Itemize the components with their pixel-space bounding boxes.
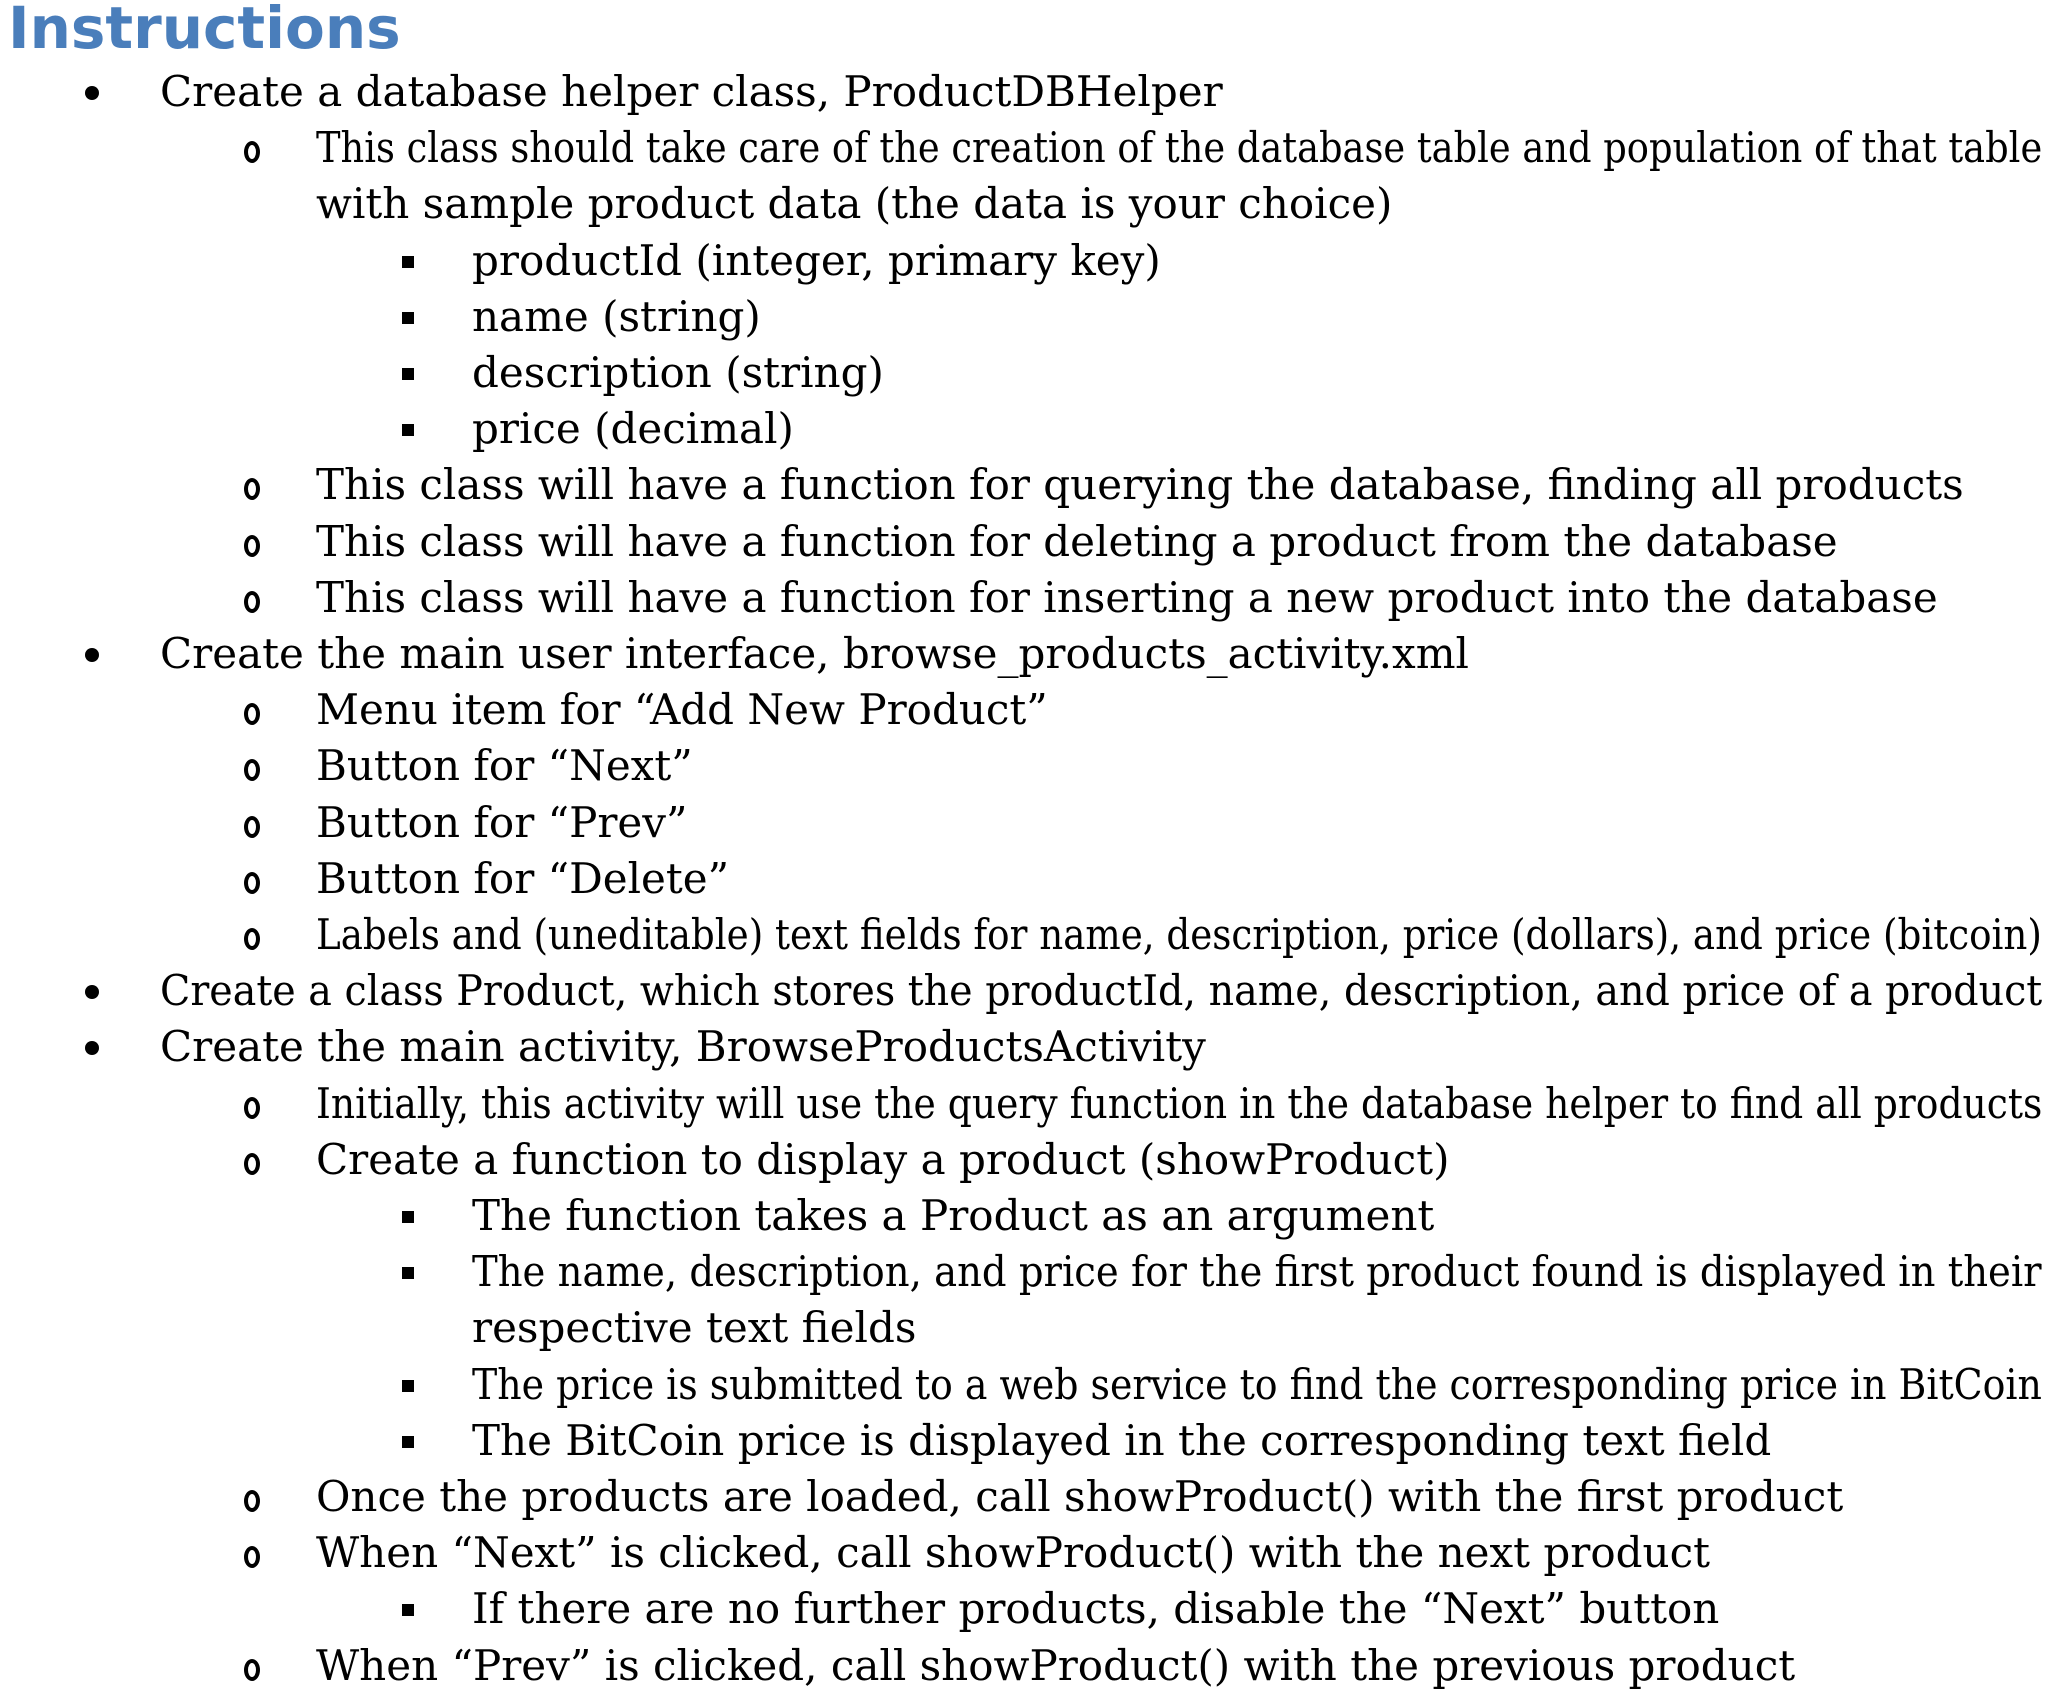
- bullet-square-icon: [388, 1413, 428, 1469]
- list-item-level-2: [0, 907, 2046, 963]
- list-item-text: Button for “Next”: [316, 741, 693, 791]
- list-item-level-2: [0, 1469, 2046, 1525]
- bullet-circle-icon: [232, 738, 272, 794]
- list-item-level-3: [0, 1244, 2046, 1300]
- list-item-level-2: [0, 1132, 2046, 1188]
- bullet-circle-icon: [232, 1525, 272, 1581]
- list-item-text: productId (integer, primary key): [472, 235, 1161, 285]
- list-item-level-3: [0, 345, 2046, 401]
- bullet-square-icon: [388, 1357, 428, 1413]
- bullet-square-icon: [388, 233, 428, 289]
- bullet-circle-icon: [232, 457, 272, 513]
- list-item-text: This class will have a function for querying the database, finding all products: [316, 460, 1964, 510]
- bullet-dot-icon: [72, 1019, 112, 1075]
- bullet-circle-icon: [232, 851, 272, 907]
- list-item-level-3: [0, 1357, 2046, 1413]
- list-item-text: with sample product data (the data is your choice): [316, 179, 1393, 229]
- bullet-square-icon: [388, 1581, 428, 1637]
- list-item-text: respective text fields: [472, 1303, 917, 1353]
- list-item-text: description (string): [472, 348, 884, 397]
- list-item-text: This class will have a function for inserting a new product into the database: [316, 572, 1938, 622]
- list-item-level-2: [0, 1076, 2046, 1132]
- bullet-circle-icon: [232, 1638, 272, 1694]
- list-item-text: price (decimal): [472, 404, 794, 454]
- bullet-circle-icon: [232, 682, 272, 738]
- list-item-level-3: [0, 233, 2046, 289]
- bullet-circle-icon: [232, 1469, 272, 1525]
- list-item-level-3: [0, 289, 2046, 345]
- bullet-square-icon: [388, 1188, 428, 1244]
- list-item-text: If there are no further products, disable the “Next” button: [472, 1584, 1720, 1634]
- list-item-continuation: [0, 1300, 2046, 1356]
- list-item-text: Button for “Delete”: [316, 853, 730, 903]
- list-item-text: The name, description, and price for the first product found is displayed in their: [472, 1247, 2042, 1297]
- bullet-square-icon: [388, 1244, 428, 1300]
- bullet-square-icon: [388, 345, 428, 401]
- bullet-dot-icon: [72, 626, 112, 682]
- list-item-level-1: [0, 963, 2046, 1019]
- list-item-level-2: [0, 795, 2046, 851]
- list-item-text: Initially, this activity will use the query function in the database helper to find all products: [316, 1078, 2043, 1128]
- list-item-level-3: [0, 1188, 2046, 1244]
- list-item-level-2: [0, 682, 2046, 738]
- list-item-level-1: [0, 1019, 2046, 1075]
- bullet-circle-icon: [232, 514, 272, 570]
- list-item-text: This class will have a function for deleting a product from the database: [316, 516, 1838, 566]
- list-item-text: The BitCoin price is displayed in the corresponding text field: [472, 1415, 1772, 1465]
- list-item-text: This class should take care of the creation of the database table and population of that table: [316, 123, 2043, 173]
- list-item-text: name (string): [472, 291, 761, 341]
- list-item-level-1: [0, 626, 2046, 682]
- list-item-level-2: [0, 457, 2046, 513]
- bullet-circle-icon: [232, 1076, 272, 1132]
- list-item-level-3: [0, 1413, 2046, 1469]
- list-item-text: The function takes a Product as an argument: [472, 1191, 1435, 1240]
- list-item-text: When “Next” is clicked, call showProduct() with the next product: [316, 1528, 1710, 1578]
- bullet-dot-icon: [72, 963, 112, 1019]
- list-item-text: Menu item for “Add New Product”: [316, 685, 1048, 735]
- bullet-circle-icon: [232, 907, 272, 963]
- list-item-text: Create a class Product, which stores the productId, name, description, and price of a product: [160, 966, 2043, 1016]
- list-item-text: Once the products are loaded, call showProduct() with the first product: [316, 1472, 1844, 1521]
- list-item-text: The price is submitted to a web service to find the corresponding price in BitCoin: [472, 1359, 2042, 1409]
- list-item-level-2: [0, 120, 2046, 176]
- bullet-circle-icon: [232, 795, 272, 851]
- bullet-circle-icon: [232, 570, 272, 626]
- list-item-level-1: [0, 64, 2046, 120]
- list-item-level-2: [0, 1525, 2046, 1581]
- list-item-level-2: [0, 851, 2046, 907]
- list-item-level-2: [0, 738, 2046, 794]
- bullet-dot-icon: [72, 64, 112, 120]
- list-item-text: Create a database helper class, ProductDBHelper: [160, 67, 1223, 116]
- list-item-text: Create the main activity, BrowseProductsActivity: [160, 1022, 1206, 1072]
- list-item-continuation: [0, 176, 2046, 232]
- list-item-text: Create the main user interface, browse_products_activity.xml: [160, 629, 1469, 678]
- bullet-circle-icon: [232, 1132, 272, 1188]
- bullet-square-icon: [388, 289, 428, 345]
- bullet-square-icon: [388, 401, 428, 457]
- page-title: Instructions: [8, 0, 401, 62]
- list-item-text: When “Prev” is clicked, call showProduct() with the previous product: [316, 1640, 1796, 1690]
- list-item-level-3: [0, 1581, 2046, 1637]
- list-item-level-2: [0, 570, 2046, 626]
- list-item-level-2: [0, 1638, 2046, 1694]
- list-item-text: Button for “Prev”: [316, 797, 688, 847]
- list-item-level-2: [0, 514, 2046, 570]
- list-item-text: Create a function to display a product (showProduct): [316, 1134, 1450, 1184]
- list-item-text: Labels and (uneditable) text fields for name, description, price (dollars), and price (bitcoin): [316, 910, 2042, 959]
- list-item-level-3: [0, 401, 2046, 457]
- bullet-circle-icon: [232, 120, 272, 176]
